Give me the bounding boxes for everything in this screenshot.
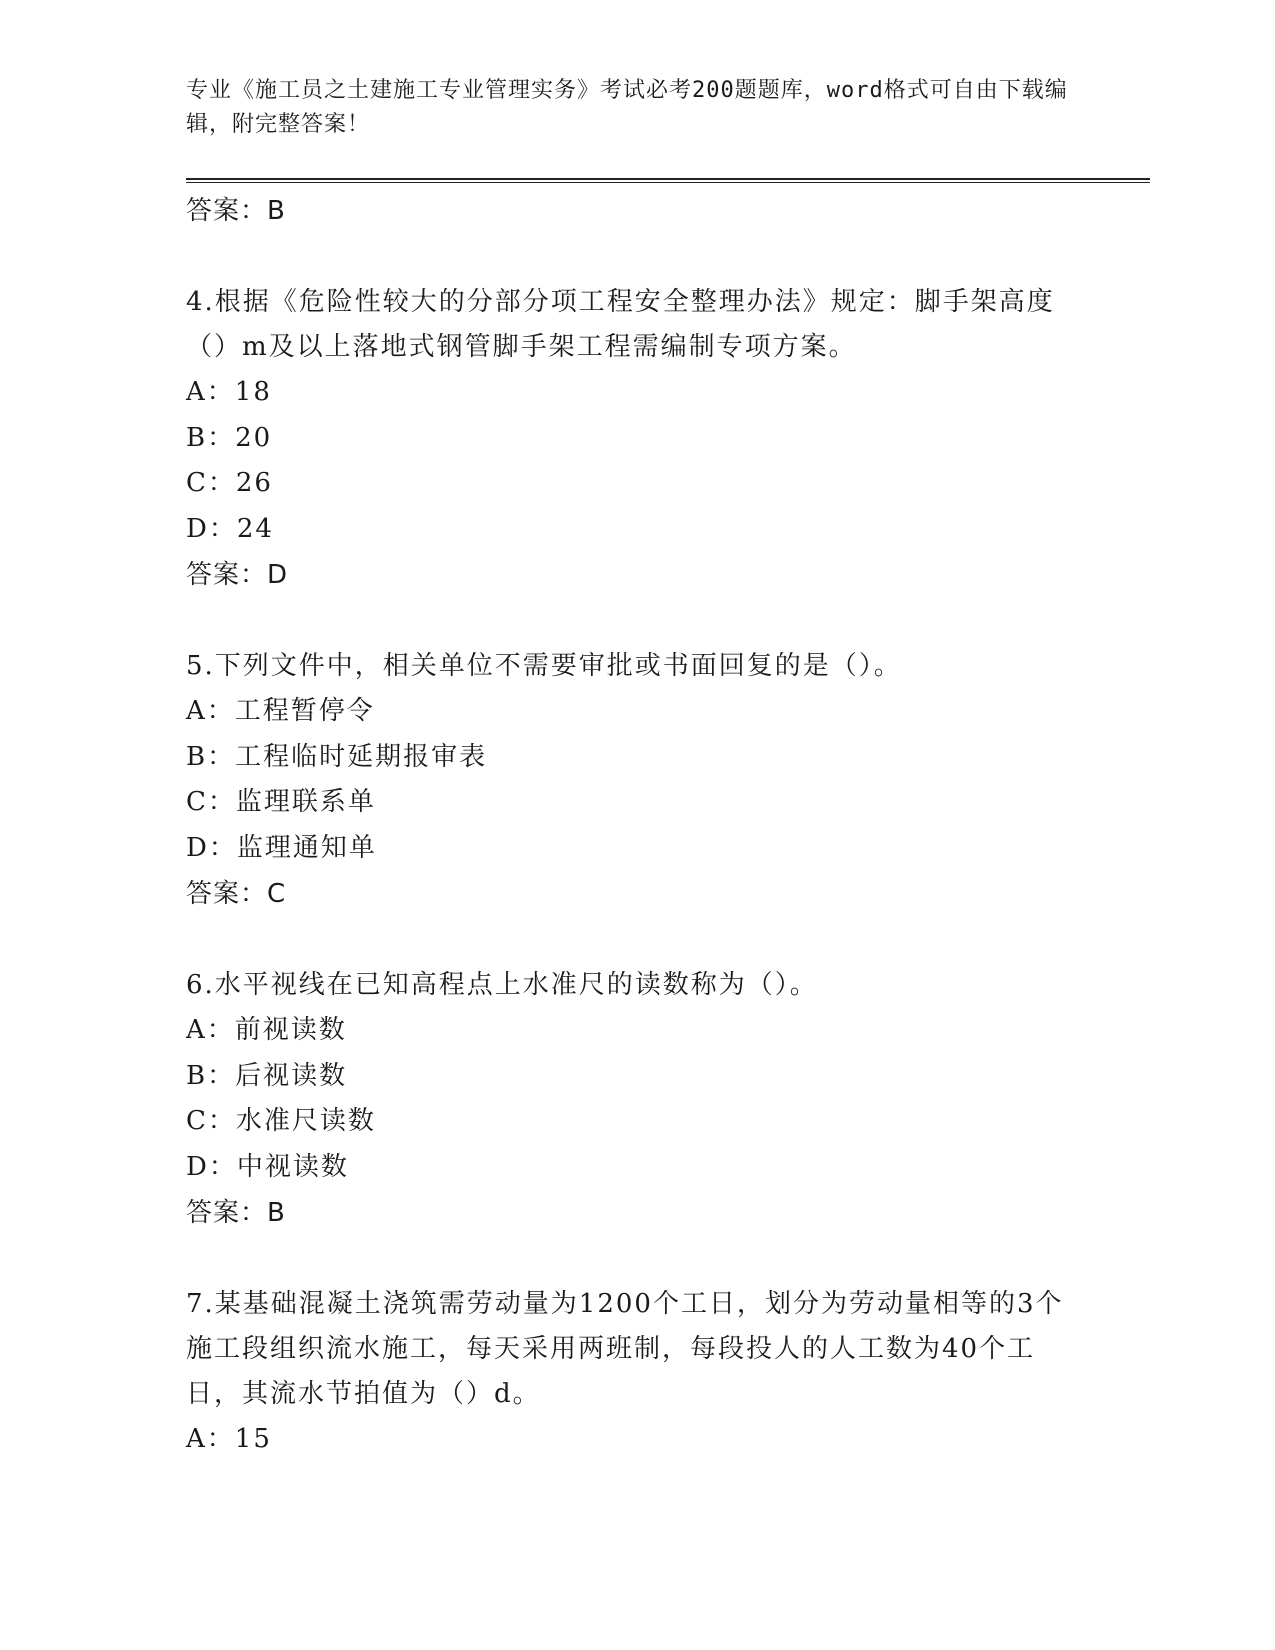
question-stem: 6.水平视线在已知高程点上水准尺的读数称为（）。: [186, 970, 818, 1000]
question-6: [186, 963, 1086, 1236]
option-d: D：监理通知单: [186, 832, 377, 863]
option-c: C：26: [186, 468, 273, 498]
option-b: B：20: [186, 422, 273, 453]
question-stem: 4.根据《危险性较大的分部分项工程安全整理办法》规定：脚手架高度（）m及以上落地式钢管脚手架工程需编制专项方案。: [186, 287, 1055, 362]
option-c: C：水准尺读数: [186, 1106, 376, 1136]
option-a: A：15: [186, 1424, 272, 1454]
question-4: [186, 280, 1086, 598]
option-b: B：后视读数: [186, 1060, 348, 1091]
option-a: A：工程暂停令: [186, 696, 375, 726]
answer-line: 答案：C: [186, 879, 287, 909]
option-c: C：监理联系单: [186, 787, 376, 817]
question-stem: 5.下列文件中，相关单位不需要审批或书面回复的是（）。: [186, 651, 902, 681]
page-header: 专业《施工员之土建施工专业管理实务》考试必考200题题库，word格式可自由下载编辑，附完整答案！: [186, 78, 1068, 137]
question-stem: 7.某基础混凝土浇筑需劳动量为1200个工日，划分为劳动量相等的3个施工段组织流水施工，每天采用两班制，每段投人的人工数为40个工日，其流水节拍值为（）d。: [186, 1289, 1064, 1409]
answer-line: 答案：D: [186, 560, 289, 590]
answer-line: 答案：B: [186, 196, 286, 226]
option-a: A：18: [186, 377, 272, 407]
option-a: A：前视读数: [186, 1015, 347, 1045]
answer-line: 答案：B: [186, 1198, 286, 1228]
option-d: D：中视读数: [186, 1151, 349, 1182]
option-d: D：24: [186, 513, 274, 544]
header-divider: [186, 178, 1150, 183]
question-5: [186, 644, 1086, 917]
option-b: B：工程临时延期报审表: [186, 741, 488, 772]
document-body: [186, 188, 1086, 1463]
question-7: [186, 1282, 1086, 1463]
